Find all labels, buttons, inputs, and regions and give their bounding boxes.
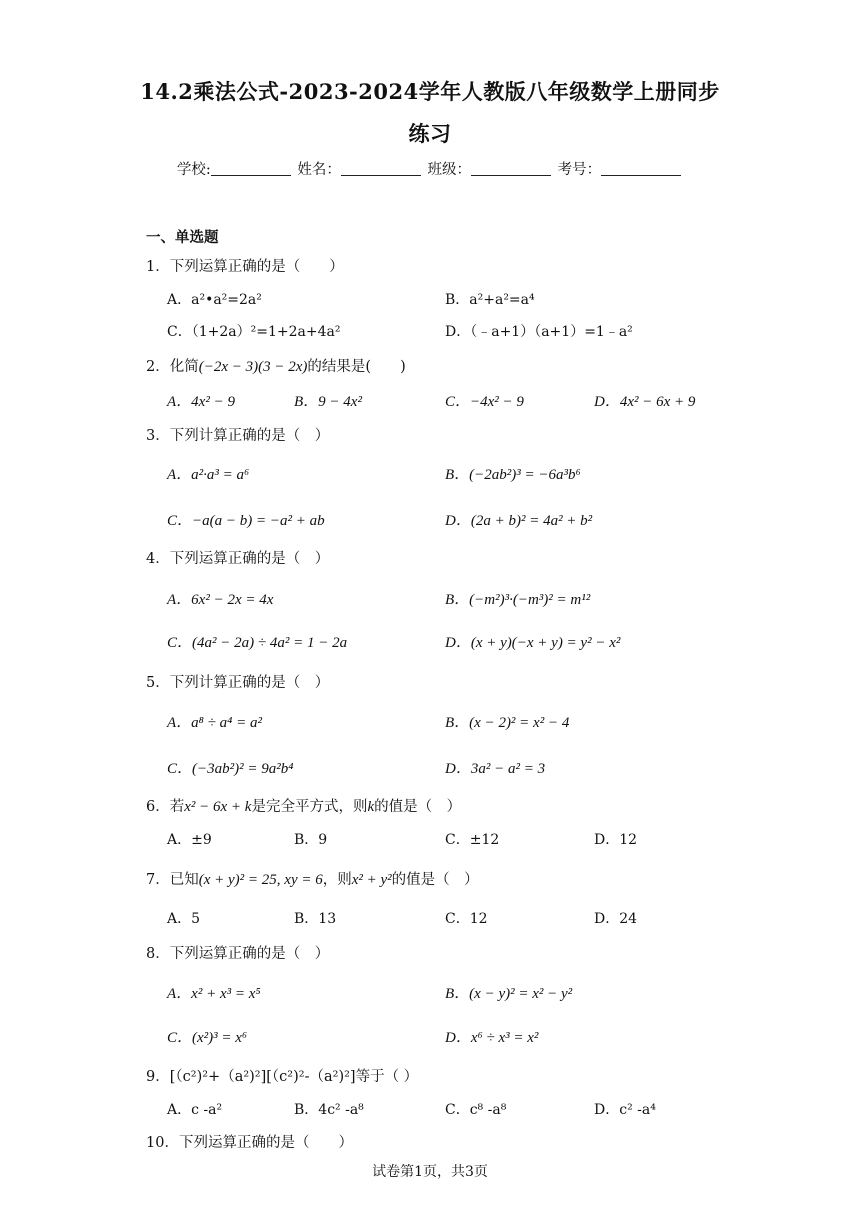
q9-option-a: A．c -a² (167, 1102, 223, 1118)
student-info-row (0, 158, 860, 179)
q8-option-c: C．(x²)³ = x⁶ (167, 1030, 248, 1046)
class-blank (471, 161, 551, 176)
q1-option-d: D．（﹣a+1）（a+1）=1﹣a² (445, 324, 633, 340)
exam-number-label: 考号： (557, 162, 602, 178)
q7-option-c: C．12 (445, 911, 488, 927)
question-8: 8．下列运算正确的是（ ） (146, 946, 330, 962)
q8-option-d: D．x⁶ ÷ x³ = x² (445, 1030, 539, 1046)
q2-option-b: B．9 − 4x² (294, 394, 362, 410)
name-label: 姓名： (297, 162, 341, 178)
question-4: 4．下列运算正确的是（ ） (146, 551, 330, 567)
q3-option-c: C．−a(a − b) = −a² + ab (167, 513, 325, 529)
q6-option-b: B．9 (294, 832, 328, 848)
q6-option-d: D．12 (594, 832, 638, 848)
question-3: 3．下列计算正确的是（ ） (146, 428, 330, 444)
q2-option-d: D．4x² − 6x + 9 (594, 394, 696, 410)
question-9: 9．[（c²)²+（a²)²][（c²)²-（a²)²]等于（ ） (146, 1069, 419, 1085)
q5-option-d: D．3a² − a² = 3 (445, 761, 546, 777)
question-7: 7．已知(x + y)² = 25, xy = 6，则x² + y²的值是（ ） (146, 872, 479, 888)
q7-option-a: A．5 (167, 911, 201, 927)
q4-option-c: C．(4a² − 2a) ÷ 4a² = 1 − 2a (167, 635, 348, 651)
q6-option-a: A．±9 (167, 832, 212, 848)
q1-option-a: A．a²•a²=2a² (167, 292, 262, 308)
q8-option-a: A．x² + x³ = x⁵ (167, 986, 261, 1002)
q1-option-c: C．（1+2a）²=1+2a+4a² (167, 324, 341, 340)
question-10: 10．下列运算正确的是（ ） (146, 1135, 353, 1151)
q5-option-a: A．a⁸ ÷ a⁴ = a² (167, 715, 262, 731)
q4-option-a: A．6x² − 2x = 4x (167, 592, 274, 608)
question-6: 6．若x² − 6x + k是完全平方式，则k的值是（ ） (146, 799, 462, 815)
page-title-line1: 14.2乘法公式-2023-2024学年人教版八年级数学上册同步 (140, 79, 720, 104)
q3-option-d: D．(2a + b)² = 4a² + b² (445, 513, 593, 529)
q8-option-b: B．(x − y)² = x² − y² (445, 986, 573, 1002)
q2-option-c: C．−4x² − 9 (445, 394, 524, 410)
page-title-line2: 练习 (408, 121, 452, 146)
q3-option-b: B．(−2ab²)³ = −6a³b⁶ (445, 467, 581, 483)
school-label: 学校: (176, 162, 211, 178)
q2-option-a: A．4x² − 9 (167, 394, 235, 410)
page-footer: 试卷第1页，共3页 (372, 1164, 488, 1180)
q4-option-d: D．(x + y)(−x + y) = y² − x² (445, 635, 621, 651)
q7-option-b: B．13 (294, 911, 337, 927)
q9-option-c: C．c⁸ -a⁸ (445, 1102, 507, 1118)
q9-option-d: D．c² -a⁴ (594, 1102, 656, 1118)
q9-option-b: B．4c² -a⁸ (294, 1102, 364, 1118)
class-label: 班级： (427, 162, 471, 178)
q5-option-c: C．(−3ab²)² = 9a²b⁴ (167, 761, 294, 777)
q1-option-b: B．a²+a²=a⁴ (445, 292, 535, 308)
q6-option-c: C．±12 (445, 832, 500, 848)
question-2: 2．化简(−2x − 3)(3 − 2x)的结果是( ) (146, 359, 406, 375)
question-1: 1．下列运算正确的是（ ） (146, 259, 344, 275)
name-blank (341, 161, 421, 176)
section-title: 一、单选题 (146, 229, 219, 246)
exam-number-blank (601, 161, 681, 176)
q5-option-b: B．(x − 2)² = x² − 4 (445, 715, 570, 731)
question-5: 5．下列计算正确的是（ ） (146, 675, 330, 691)
q7-option-d: D．24 (594, 911, 638, 927)
q3-option-a: A．a²·a³ = a⁶ (167, 467, 250, 483)
school-blank (211, 161, 291, 176)
q4-option-b: B．(−m²)³·(−m³)² = m¹² (445, 592, 591, 608)
